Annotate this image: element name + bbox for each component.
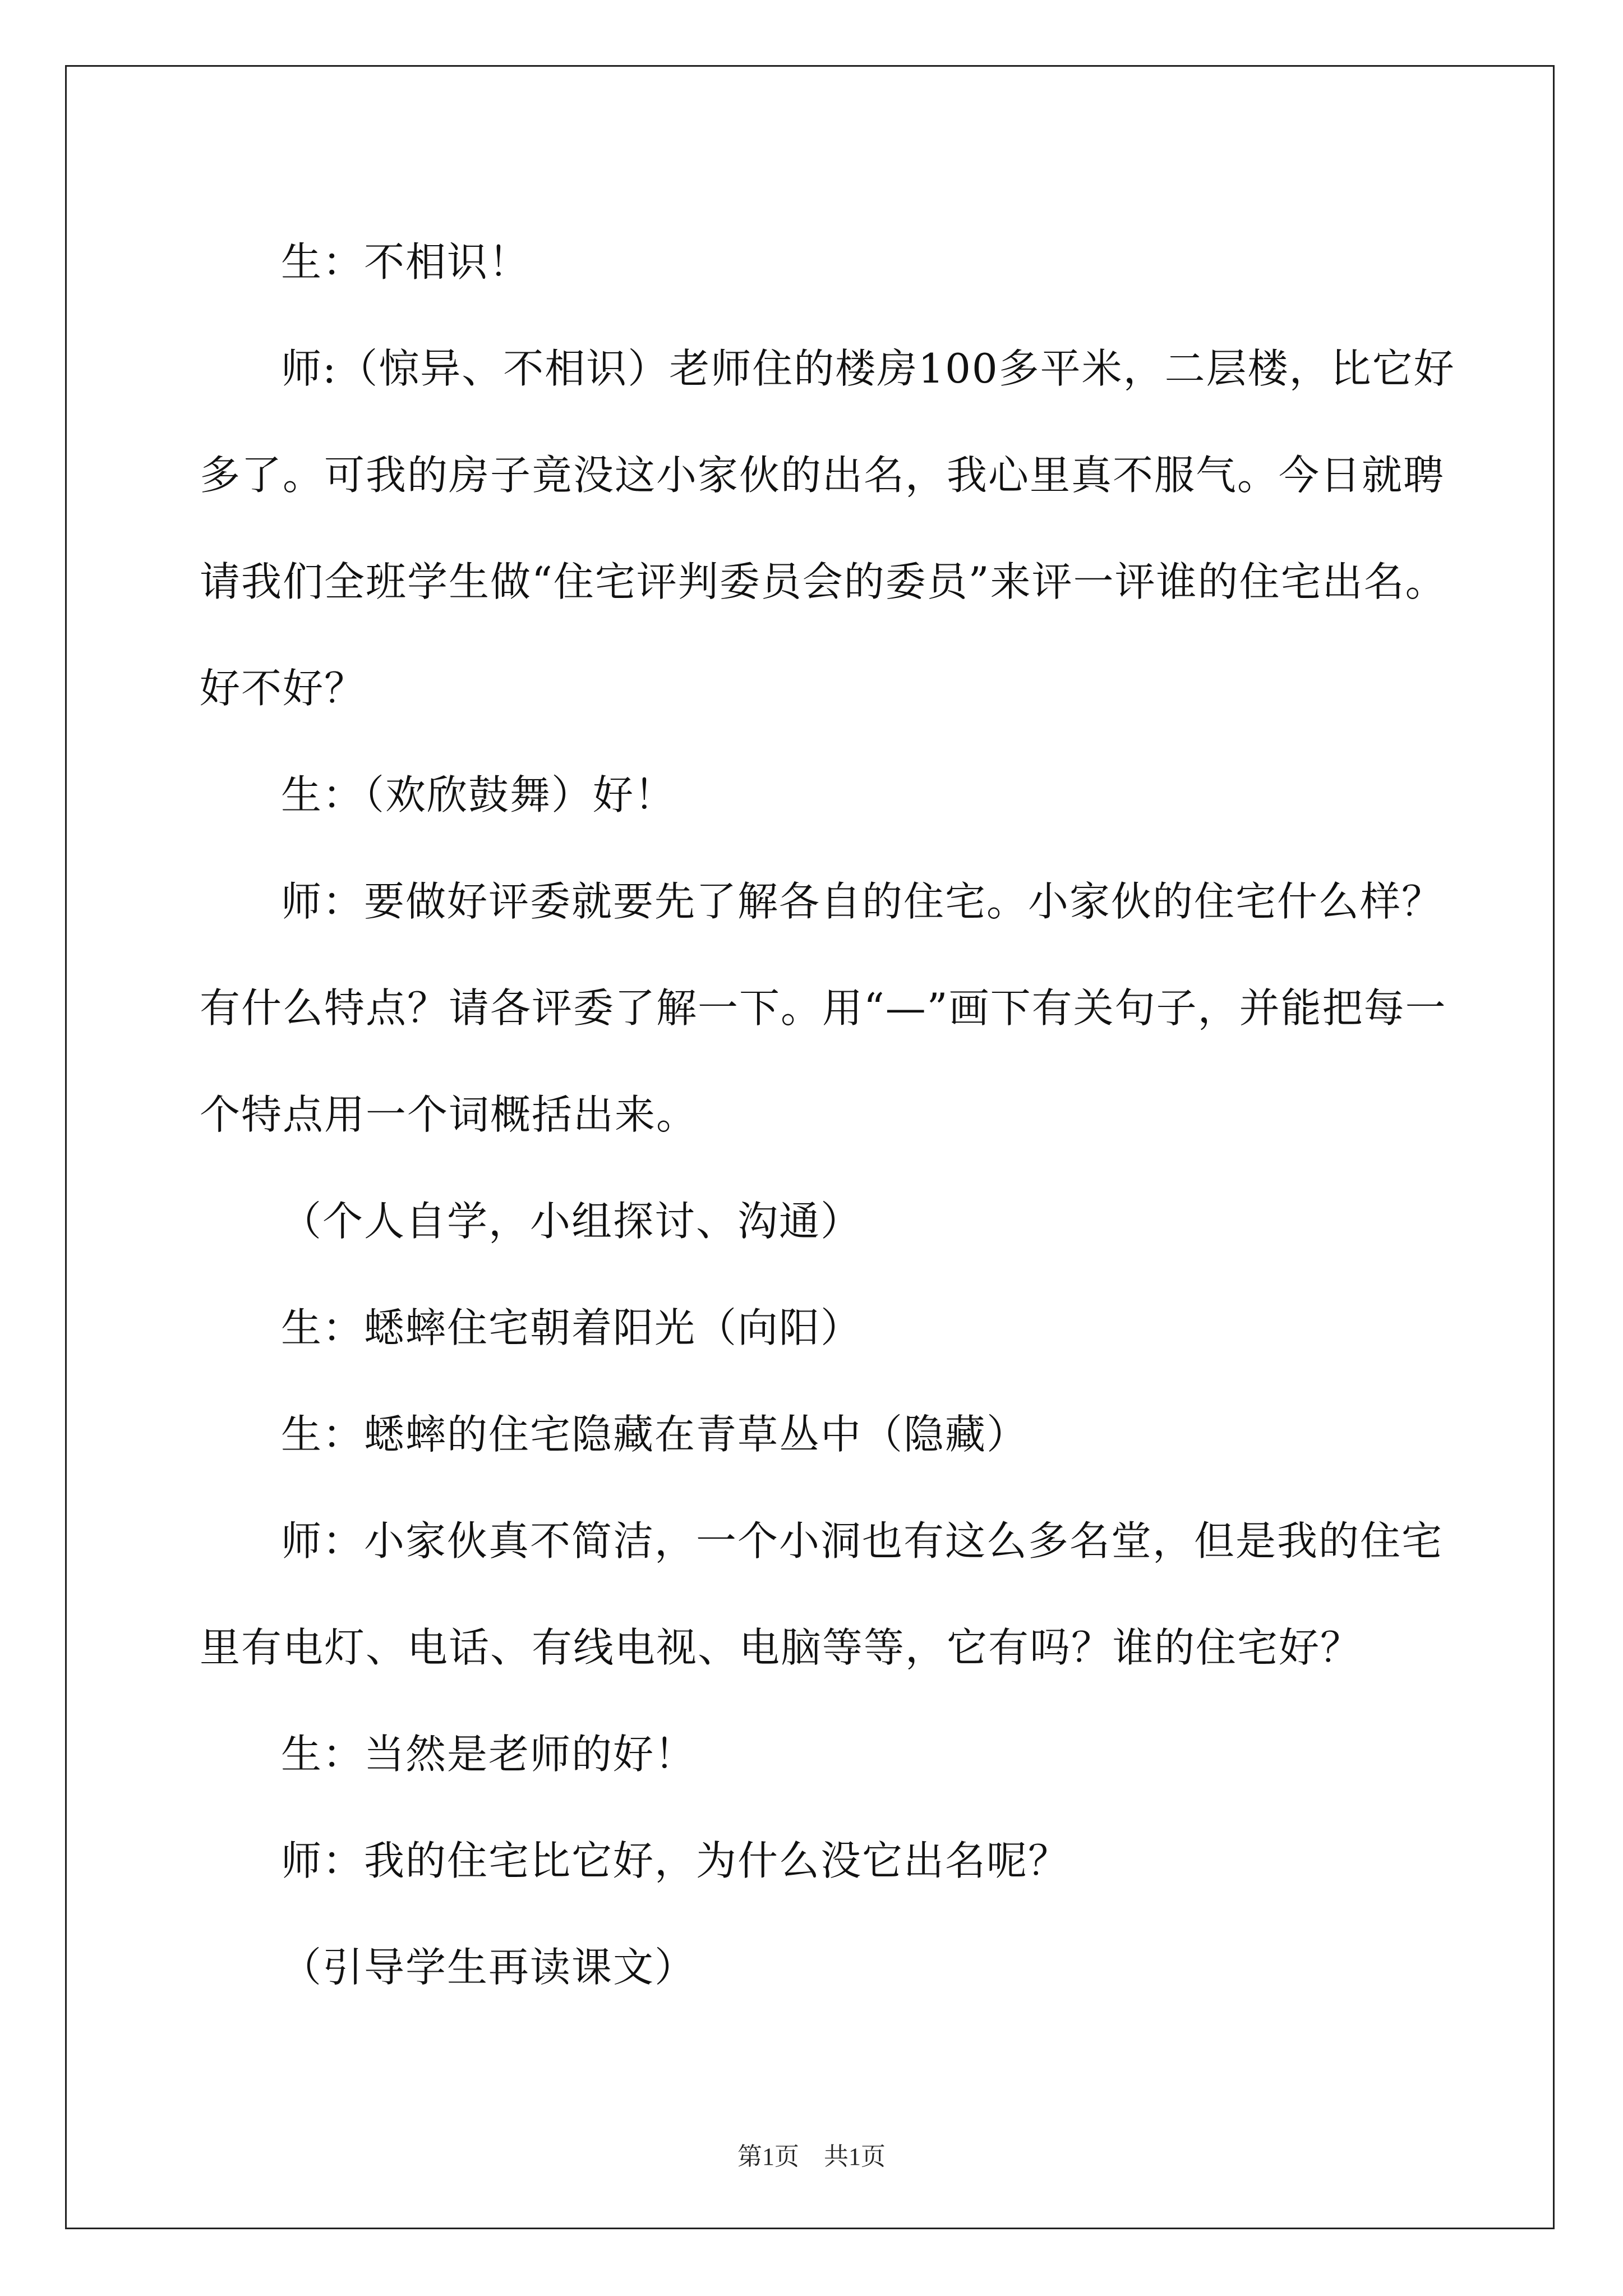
paragraph-11: （引导学生再读课文） — [281, 1944, 697, 1991]
paragraph-7: 生：蟋蟀的住宅隐藏在青草丛中（隐藏） — [281, 1411, 1029, 1458]
paragraph-1: 生：不相识！ — [281, 238, 531, 286]
paragraph-4: 师：要做好评委就要先了解各自的住宅。小家伙的住宅什么样？有什么特点？请各评委了解一下。用“—”画下有关句子，并能把每一个特点用一个词概括出来。 — [200, 878, 1447, 1138]
paragraph-6: 生：蟋蟀住宅朝着阳光（向阳） — [281, 1304, 863, 1351]
page-number-footer: 第1页 共1页 — [737, 2143, 886, 2170]
paragraph-9: 生：当然是老师的好！ — [281, 1731, 697, 1778]
paragraph-8: 师：小家伙真不简洁，一个小洞也有这么多名堂，但是我的住宅里有电灯、电话、有线电视、电脑等等，它有吗？谁的住宅好？ — [200, 1517, 1444, 1671]
document-body — [200, 209, 1473, 2021]
paragraph-3: 生：（欢欣鼓舞）好！ — [281, 771, 676, 818]
paragraph-2: 师:（惊异、不相识）老师住的楼房100多平米，二层楼，比它好多了。可我的房子竟没这小家伙的出名，我心里真不服气。今日就聘请我们全班学生做“住宅评判委员会的委员”来评一评谁的住宅出名。好不好？ — [200, 345, 1455, 712]
paragraph-5: （个人自学，小组探讨、沟通） — [281, 1198, 863, 1245]
paragraph-10: 师：我的住宅比它好，为什么没它出名呢？ — [281, 1837, 1070, 1884]
